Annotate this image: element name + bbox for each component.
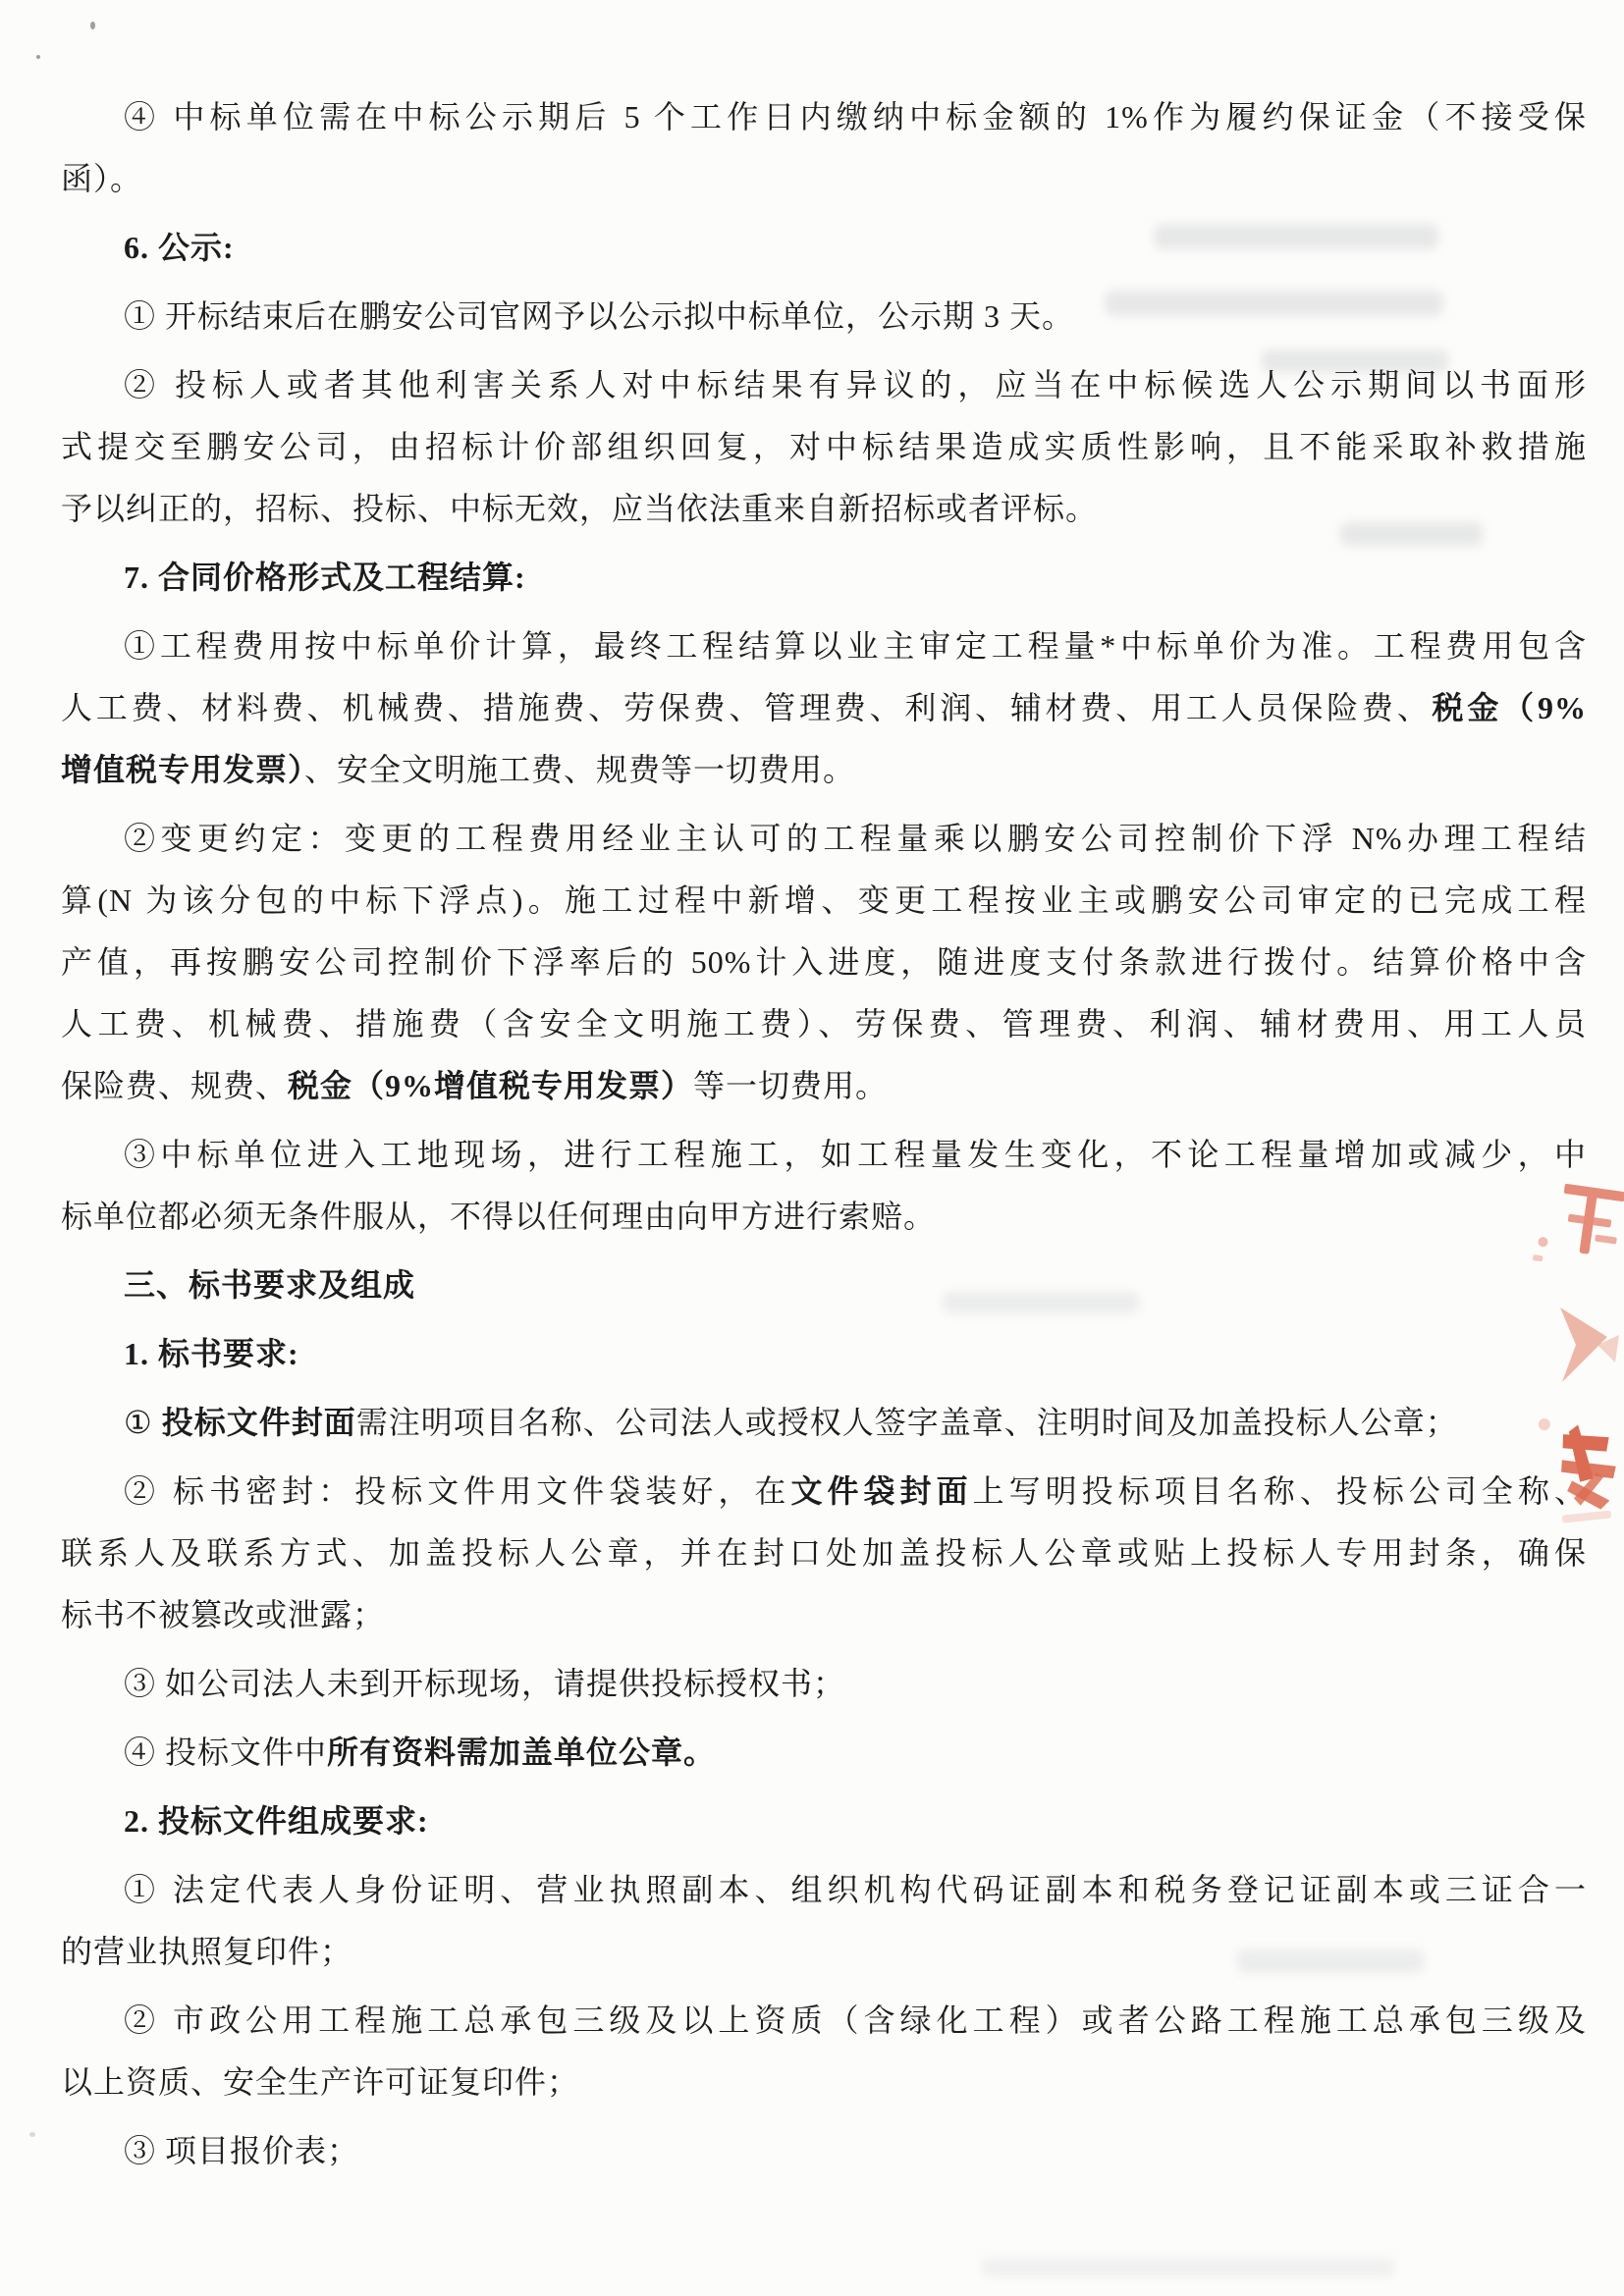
text-segment: ③ 如公司法人未到开标现场，请提供投标授权书； xyxy=(124,1666,846,1701)
bold-text-segment: 投标文件封面 xyxy=(161,1405,356,1440)
text-segment: 需注明项目名称、公司法人或授权人签字盖章、注明时间及加盖投标人公章； xyxy=(355,1405,1458,1440)
text-line xyxy=(61,1790,1587,1852)
document-body xyxy=(61,86,1587,2182)
text-line xyxy=(61,416,1587,478)
text-line xyxy=(61,1461,1587,1522)
text-segment: 予以纠正的，招标、投标、中标无效，应当依法重来自新招标或者评标。 xyxy=(61,491,1099,526)
text-line xyxy=(61,1921,1587,1983)
bold-text-segment: 三、标书要求及组成 xyxy=(124,1267,416,1303)
scan-speck xyxy=(90,22,95,29)
text-line xyxy=(61,2120,1587,2182)
text-line xyxy=(61,808,1587,870)
text-segment: 标单位都必须无条件服从，不得以任何理由向甲方进行索赔。 xyxy=(61,1199,937,1234)
text-segment: 标书不被篡改或泄露； xyxy=(61,1597,386,1632)
bold-text-segment: 7. 合同价格形式及工程结算: xyxy=(124,560,526,595)
bold-text-segment: 税金（9% xyxy=(1432,690,1587,725)
text-line xyxy=(61,1859,1587,1921)
text-segment: ②变更约定：变更的工程费用经业主认可的工程量乘以鹏安公司控制价下浮 N%办理工程结 xyxy=(124,821,1587,856)
text-segment: ③ 项目报价表； xyxy=(124,2133,360,2168)
text-segment: 算(N 为该分包的中标下浮点)。施工过程中新增、变更工程按业主或鹏安公司审定的已完成工程 xyxy=(61,882,1587,918)
text-segment: ② 市政公用工程施工总承包三级及以上资质（含绿化工程）或者公路工程施工总承包三级及 xyxy=(124,2002,1587,2038)
text-segment: ④ 投标文件中 xyxy=(124,1735,328,1770)
text-line xyxy=(61,1653,1587,1715)
scan-speck xyxy=(36,55,40,59)
text-segment: ③中标单位进入工地现场，进行工程施工，如工程量发生变化，不论工程量增加或减少，中 xyxy=(124,1137,1587,1172)
text-line xyxy=(61,1392,1587,1454)
text-line xyxy=(61,993,1587,1055)
text-line xyxy=(61,478,1587,540)
text-segment: 的营业执照复印件； xyxy=(61,1934,353,1969)
text-segment: ② 投标人或者其他利害关系人对中标结果有异议的，应当在中标候选人公示期间以书面形 xyxy=(124,367,1587,402)
bold-text-segment: 6. 公示: xyxy=(124,230,235,265)
text-line xyxy=(61,86,1587,148)
text-segment: ① 开标结束后在鹏安公司官网予以公示拟中标单位，公示期 3 天。 xyxy=(124,298,1075,334)
bold-text-segment: 2. 投标文件组成要求: xyxy=(124,1803,429,1839)
text-segment: ① 法定代表人身份证明、营业执照副本、组织机构代码证副本和税务登记证副本或三证合一 xyxy=(124,1872,1587,1907)
text-segment: 以上资质、安全生产许可证复印件； xyxy=(61,2064,580,2100)
text-line xyxy=(61,932,1587,993)
text-line xyxy=(61,1584,1587,1646)
text-line xyxy=(61,1522,1587,1584)
bold-text-segment: 所有资料需加盖单位公章。 xyxy=(327,1735,717,1770)
text-segment: ① xyxy=(124,1405,162,1440)
text-line xyxy=(61,354,1587,416)
bold-text-segment: 增值税专用发票） xyxy=(61,752,305,787)
text-line xyxy=(61,217,1587,279)
text-segment: 式提交至鹏安公司，由招标计价部组织回复，对中标结果造成实质性影响，且不能采取补救措施 xyxy=(61,429,1587,464)
text-segment: 人工费、材料费、机械费、措施费、劳保费、管理费、利润、辅材费、用工人员保险费、 xyxy=(61,690,1433,725)
text-segment: 函）。 xyxy=(61,161,143,196)
text-line xyxy=(61,1255,1587,1316)
text-line xyxy=(61,739,1587,801)
text-segment: ② 标书密封：投标文件用文件袋装好，在 xyxy=(124,1473,791,1509)
bold-text-segment: 税金（9%增值税专用发票） xyxy=(288,1068,694,1103)
text-line xyxy=(61,1124,1587,1186)
text-line xyxy=(61,870,1587,932)
text-line xyxy=(61,1055,1587,1117)
text-segment: 联系人及联系方式、加盖投标人公章，并在封口处加盖投标人公章或贴上投标人专用封条，确保 xyxy=(61,1535,1587,1571)
text-line xyxy=(61,1990,1587,2052)
bold-text-segment: 1. 标书要求: xyxy=(124,1336,299,1371)
text-line xyxy=(61,677,1587,739)
text-segment: 、安全文明施工费、规费等一切费用。 xyxy=(304,752,856,787)
text-line xyxy=(61,286,1587,347)
text-segment: 人工费、机械费、措施费（含安全文明施工费）、劳保费、管理费、利润、辅材费用、用工人员 xyxy=(61,1006,1587,1041)
bleedthrough-mark xyxy=(982,2258,1394,2277)
text-line xyxy=(61,547,1587,609)
text-line xyxy=(61,2052,1587,2113)
scan-speck xyxy=(29,2132,35,2137)
text-line xyxy=(61,1186,1587,1248)
text-line xyxy=(61,148,1587,210)
text-line xyxy=(61,1722,1587,1784)
text-line xyxy=(61,615,1587,677)
text-segment: 等一切费用。 xyxy=(693,1068,889,1103)
text-segment: ①工程费用按中标单价计算，最终工程结算以业主审定工程量*中标单价为准。工程费用包含 xyxy=(124,628,1587,664)
bold-text-segment: 文件袋封面 xyxy=(790,1473,973,1509)
text-segment: 产值，再按鹏安公司控制价下浮率后的 50%计入进度，随进度支付条款进行拨付。结算价格中含 xyxy=(61,944,1587,980)
text-segment: ④ 中标单位需在中标公示期后 5 个工作日内缴纳中标金额的 1%作为履约保证金（不接受保 xyxy=(124,99,1587,134)
text-segment: 保险费、规费、 xyxy=(61,1068,289,1103)
text-line xyxy=(61,1323,1587,1385)
text-segment: 上写明投标项目名称、投标公司全称、 xyxy=(972,1473,1587,1509)
